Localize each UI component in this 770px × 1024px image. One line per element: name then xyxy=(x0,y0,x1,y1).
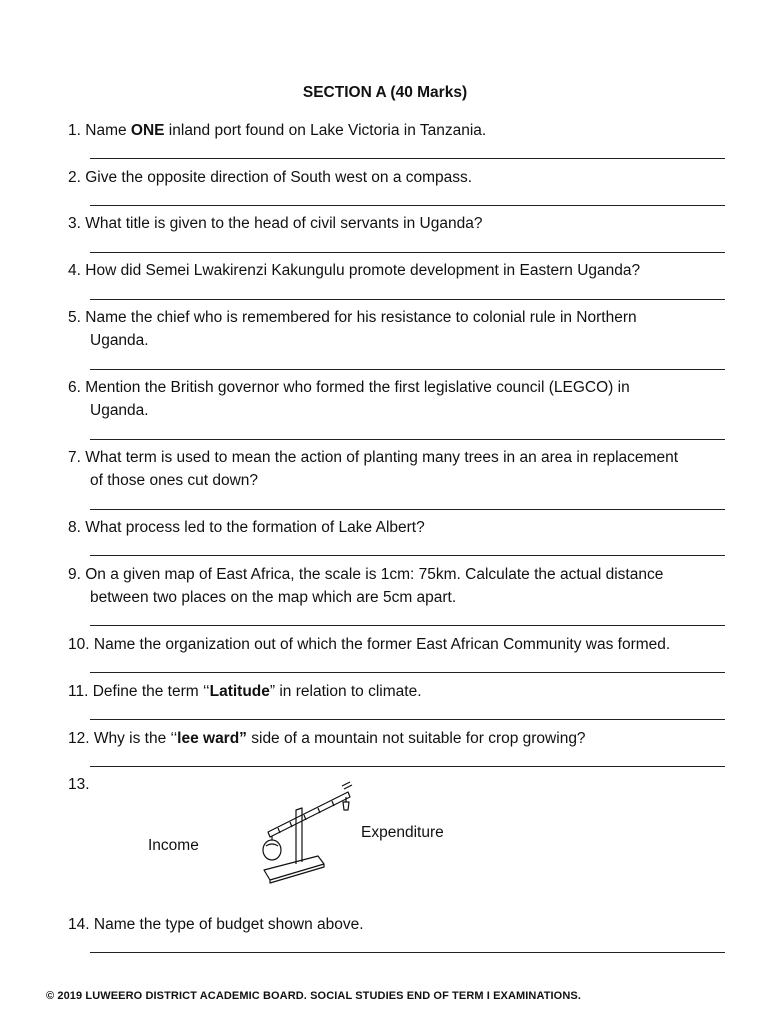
answer-line[interactable] xyxy=(90,299,725,300)
section-heading: SECTION A (40 Marks) xyxy=(302,84,468,101)
answer-line[interactable] xyxy=(90,252,725,253)
expenditure-label: Expenditure xyxy=(361,824,444,841)
copyright-footer: © 2019 LUWEERO DISTRICT ACADEMIC BOARD. SOCIAL STUDIES END OF TERM I EXAMINATIONS. xyxy=(46,990,581,1002)
question-7 xyxy=(68,446,733,492)
question-text-post: ” in relation to climate. xyxy=(269,683,422,700)
question-6 xyxy=(68,376,733,422)
question-number: 4. xyxy=(68,262,81,279)
question-text: Give the opposite direction of South west on a compass. xyxy=(85,169,473,186)
question-emphasis: lee ward” xyxy=(177,730,247,747)
question-3 xyxy=(68,212,733,235)
question-number: 12. xyxy=(68,730,90,747)
question-text-continued: between two places on the map which are 5cm apart. xyxy=(90,589,457,606)
question-number: 13. xyxy=(68,776,90,793)
question-text-pre: Name xyxy=(85,122,131,139)
question-number: 14. xyxy=(68,916,90,933)
question-emphasis: ONE xyxy=(130,122,165,139)
question-text-pre: Define the term ‘‘ xyxy=(92,683,210,700)
question-text: What term is used to mean the action of planting many trees in an area in replacement xyxy=(85,449,679,466)
question-1 xyxy=(68,119,733,142)
question-4 xyxy=(68,259,733,282)
question-number: 5. xyxy=(68,309,81,326)
question-2 xyxy=(68,166,733,189)
answer-line[interactable] xyxy=(90,369,725,370)
question-11 xyxy=(68,680,733,703)
question-text: How did Semei Lwakirenzi Kakungulu promote development in Eastern Uganda? xyxy=(85,262,641,279)
question-12 xyxy=(68,727,733,750)
question-number: 7. xyxy=(68,449,81,466)
answer-line[interactable] xyxy=(90,509,725,510)
question-8 xyxy=(68,516,733,539)
income-label: Income xyxy=(148,837,199,854)
answer-line[interactable] xyxy=(90,952,725,953)
question-number: 9. xyxy=(68,566,81,583)
question-number: 11. xyxy=(68,683,89,700)
question-13 xyxy=(68,773,733,796)
question-number: 10. xyxy=(68,636,90,653)
question-text-continued: Uganda. xyxy=(90,402,149,419)
question-number: 3. xyxy=(68,215,81,232)
question-10 xyxy=(68,633,733,656)
question-5 xyxy=(68,306,733,352)
answer-line[interactable] xyxy=(90,672,725,673)
question-text-continued: of those ones cut down? xyxy=(90,472,259,489)
answer-line[interactable] xyxy=(90,719,725,720)
answer-line[interactable] xyxy=(90,205,725,206)
question-text: Name the type of budget shown above. xyxy=(93,916,364,933)
balance-scale-icon xyxy=(258,780,358,890)
question-text: On a given map of East Africa, the scale is 1cm: 75km. Calculate the actual distance xyxy=(85,566,664,583)
answer-line[interactable] xyxy=(90,555,725,556)
question-emphasis: Latitude xyxy=(209,683,270,700)
answer-line[interactable] xyxy=(90,625,725,626)
question-number: 8. xyxy=(68,519,81,536)
question-number: 6. xyxy=(68,379,81,396)
question-14 xyxy=(68,913,733,936)
question-text-continued: Uganda. xyxy=(90,332,149,349)
question-text: Name the organization out of which the former East African Community was formed. xyxy=(93,636,671,653)
question-9 xyxy=(68,563,733,609)
question-number: 2. xyxy=(68,169,81,186)
question-number: 1. xyxy=(68,122,81,139)
question-text-post: side of a mountain not suitable for crop growing? xyxy=(246,730,586,747)
question-text: Name the chief who is remembered for his resistance to colonial rule in Northern xyxy=(85,309,637,326)
question-text: What process led to the formation of Lake Albert? xyxy=(85,519,425,536)
question-text: What title is given to the head of civil servants in Uganda? xyxy=(85,215,483,232)
answer-line[interactable] xyxy=(90,439,725,440)
answer-line[interactable] xyxy=(90,158,725,159)
answer-line[interactable] xyxy=(90,766,725,767)
question-text-pre: Why is the ‘‘ xyxy=(93,730,178,747)
question-text: Mention the British governor who formed the first legislative council (LEGCO) in xyxy=(85,379,630,396)
question-text-post: inland port found on Lake Victoria in Tanzania. xyxy=(164,122,487,139)
